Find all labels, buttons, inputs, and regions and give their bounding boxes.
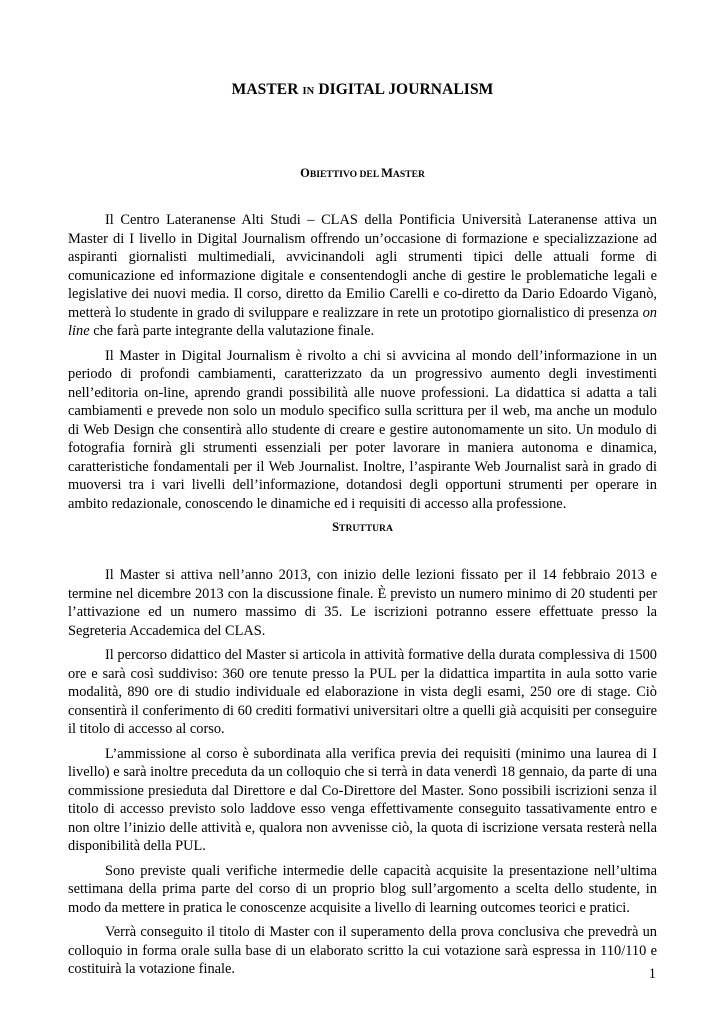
paragraph: Il Master in Digital Journalism è rivolto a chi si avvicina al mondo dell’informazione in un periodo di profondi cambiamenti, caratterizzato da un progressivo aumento degli investimenti nell’editoria on-line, aprendo grandi possibilità alle nuove professioni. La didattica si adatta a tali cambiamenti e prevede non solo un modulo specifico sulla scrittura per il web, ma anche un modulo di Web Design che consentirà allo studente di creare e gestire autonomamente un sito. Un modulo di fotografia fornirà gli strumenti essenziali per poter lavorare in maniera autonoma e dinamica, caratteristiche fondamentali per il Web Journalist. Inoltre, l’aspirante Web Journalist sarà in grado di muoversi tra i vari livelli dell’informazione, dotandosi degli opportuni strumenti per operare in ambito redazionale, conoscendo le dinamiche ed i requisiti di accesso alla professione.	[68, 347, 657, 512]
paragraph: Il Master si attiva nell’anno 2013, con inizio delle lezioni fissato per il 14 febbraio 2013 e termine nel dicembre 2013 con la discussione finale. È previsto un numero minimo di 20 studenti per l’attivazione ed un numero massimo di 35. Le iscrizioni potranno essere effettuate presso la Segreteria Accademica del CLAS.	[68, 567, 657, 639]
section-heading-struttura	[0, 520, 725, 535]
paragraph-text: che farà parte integrante della valutazione finale.	[89, 323, 375, 339]
paragraph: Il percorso didattico del Master si articola in attività formative della durata complessiva di 1500 ore e sarà così suddiviso: 360 ore tenute presso la PUL per la didattica impartita in aula sotto varie modalità, 890 ore di studio individuale ed elaborazione in vista degli esami, 250 ore di stage. Ciò consentirà il conferimento di 60 crediti formativi universitari oltre a quelli già acquisiti per conseguire il titolo di accesso al corso.	[68, 647, 657, 737]
title-part-in: IN	[302, 86, 315, 97]
paragraph-text: Il Centro Lateranense Alti Studi – CLAS della Pontificia Università Lateranense attiva un Master di I livello in Digital Journalism offrendo un’occasione di formazione e specializzazione ad aspiranti giornalisti multimediali, avvicinandoli agli strumenti tipici delle attuali forme di comunicazione ed informazione digitale e consentendogli anche di gestire le problematiche legali e legislative dei nuovi media. Il corso, diretto da Emilio Carelli e co-diretto da Dario Edoardo Viganò, metterà lo studente in grado di sviluppare e realizzare in rete un prototipo giornalistico di presenza	[68, 212, 657, 321]
heading-initial: S	[332, 520, 340, 534]
page-number: 1	[648, 966, 656, 982]
title-part-master: MASTER	[231, 81, 303, 98]
title-part-digital-journalism: DIGITAL JOURNALISM	[314, 81, 494, 98]
paragraph: L’ammissione al corso è subordinata alla verifica previa dei requisiti (minimo una laurea di I livello) e sarà inoltre preceduta da un colloquio che si terrà in data venerdì 18 gennaio, da parte di una commissione presieduta dal Direttore e dal Co-Direttore del Master. Sono possibili iscrizioni senza il titolo di accesso previsto solo laddove esso venga effettivamente conseguito tassativamente entro e non oltre l’inizio delle attività e, qualora non avvenisse ciò, la quota di iscrizione versata resterà nella disponibilità della PUL.	[68, 745, 657, 854]
heading-initial: M	[381, 166, 393, 180]
paragraph: Verrà conseguito il titolo di Master con il superamento della prova conclusiva che prevedrà un colloquio in forma orale sulla base di un elaborato scritto la cui votazione sarà espressa in 110/110 e costituirà la votazione finale.	[68, 924, 657, 977]
paragraph	[68, 211, 657, 341]
heading-small-caps: TRUTTURA	[339, 523, 393, 534]
heading-initial: O	[300, 166, 310, 180]
section-body-struttura	[68, 566, 657, 985]
document-title	[0, 81, 725, 99]
section-heading-obiettivo	[0, 166, 725, 181]
paragraph: Sono previste quali verifiche intermedie delle capacità acquisite la presentazione nell’ultima settimana della prima parte del corso di un proprio blog sull’argomento a scelta dello studente, in modo da mettere in pratica le conoscenze acquisite a livello di learning outcomes teorici e pratici.	[68, 862, 657, 916]
heading-small-caps: ASTER	[392, 169, 425, 180]
heading-small-caps: BIETTIVO DEL	[309, 169, 382, 180]
section-body-obiettivo	[68, 211, 657, 519]
paragraph-italic-text: on line	[68, 304, 657, 339]
